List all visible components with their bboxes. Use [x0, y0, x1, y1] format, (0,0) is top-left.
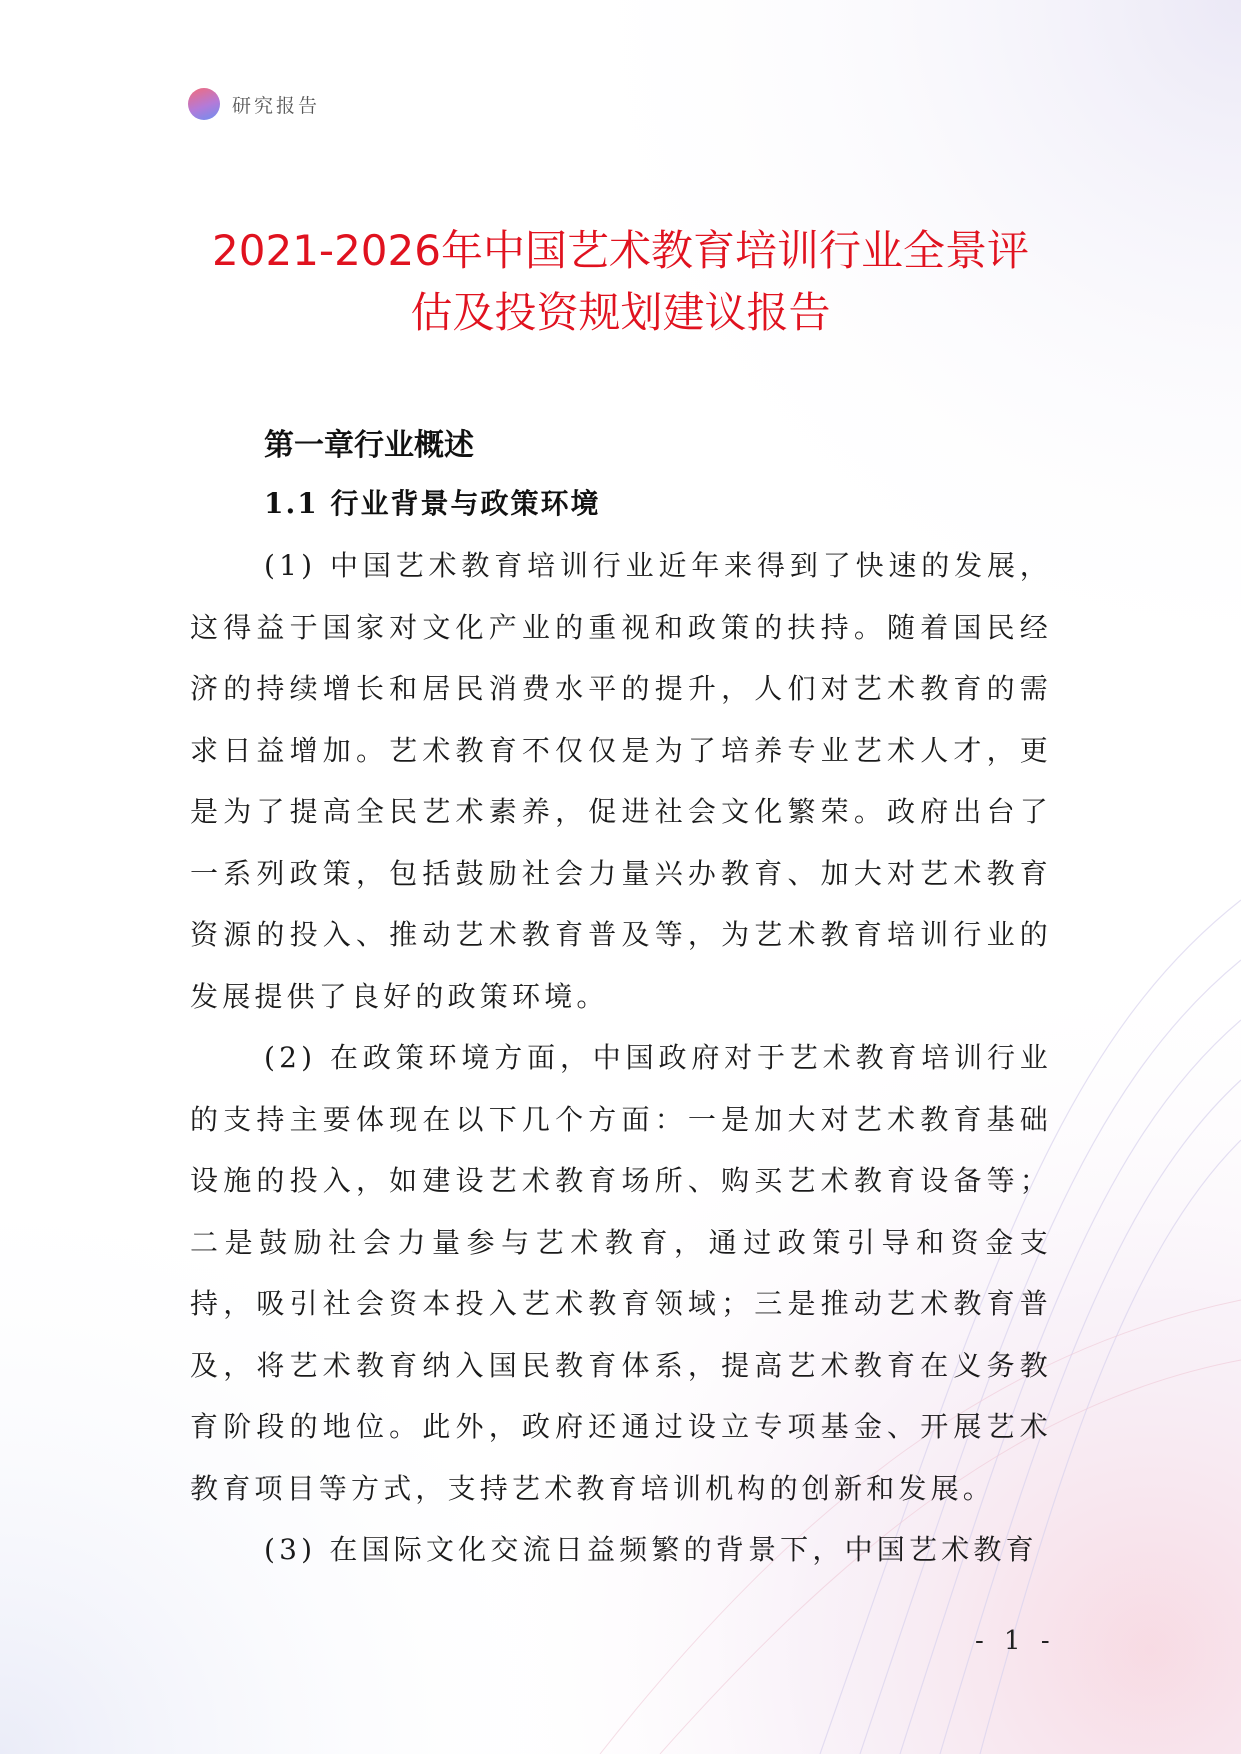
- paragraph-1: (1) 中国艺术教育培训行业近年来得到了快速的发展，这得益于国家对文化产业的重视和政策的扶持。随着国民经济的持续增长和居民消费水平的提升，人们对艺术教育的需求日益增加。艺术教育不仅仅是为了培养专业艺术人才，更是为了提高全民艺术素养，促进社会文化繁荣。政府出台了一系列政策，包括鼓励社会力量兴办教育、加大对艺术教育资源的投入、推动艺术教育普及等，为艺术教育培训行业的发展提供了良好的政策环境。: [190, 549, 1052, 1013]
- page-number: - 1 -: [975, 1626, 1056, 1656]
- paragraph-3: (3) 在国际文化交流日益频繁的背景下，中国艺术教育: [264, 1533, 1038, 1566]
- header-label: 研究报告: [232, 94, 321, 117]
- report-header: [188, 88, 320, 120]
- report-title: [150, 220, 1091, 344]
- chapter-heading: 第一章行业概述: [264, 428, 474, 463]
- body-text: [190, 535, 1052, 1581]
- paragraph-2: (2) 在政策环境方面，中国政府对于艺术教育培训行业的支持主要体现在以下几个方面：一是加大对艺术教育基础设施的投入，如建设艺术教育场所、购买艺术教育设备等；二是鼓励社会力量参与艺术教育，通过政策引导和资金支持，吸引社会资本投入艺术教育领域；三是推动艺术教育普及，将艺术教育纳入国民教育体系，提高艺术教育在义务教育阶段的地位。此外，政府还通过设立专项基金、开展艺术教育项目等方式，支持艺术教育培训机构的创新和发展。: [190, 1041, 1052, 1505]
- report-title-line-2: 估及投资规划建议报告: [410, 288, 831, 337]
- gradient-circle-logo-icon: [188, 88, 220, 120]
- section-heading: 1.1 行业背景与政策环境: [264, 487, 601, 520]
- report-title-line-1: 2021-2026年中国艺术教育培训行业全景评: [212, 226, 1029, 275]
